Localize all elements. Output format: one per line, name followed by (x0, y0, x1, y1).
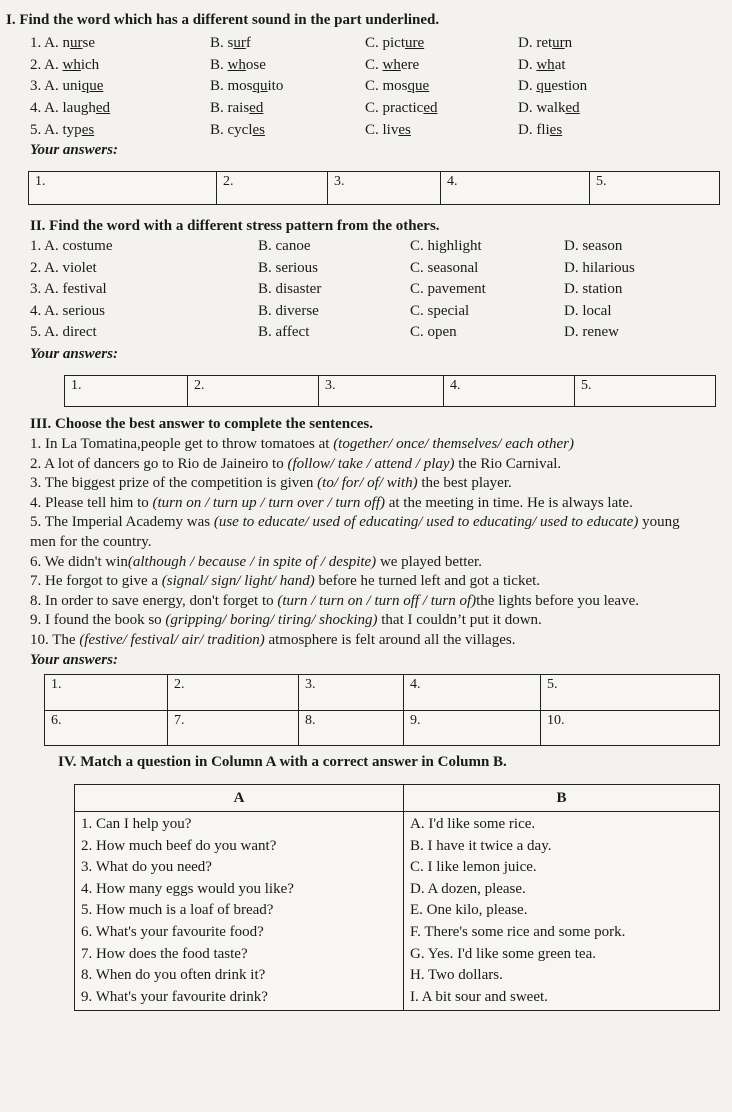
sentence: 6. We didn't win(although / because / in spite of / despite) we played better. (30, 553, 482, 570)
part4-title: IV. Match a question in Column A with a correct answer in Column B. (58, 754, 507, 770)
underlined-part: ur (233, 35, 246, 51)
underlined-part: que (81, 78, 104, 95)
answer-item: F. There's some rice and some pork. (410, 923, 626, 940)
answer-choices: (follow/ take / attend / play) (287, 455, 455, 472)
answer-cell[interactable]: 1. (45, 675, 168, 711)
answer-item: B. I have it twice a day. (410, 837, 552, 854)
part2-title: II. Find the word with a different stress pattern from the others. (30, 218, 440, 234)
answer-cell[interactable]: 7. (168, 710, 299, 746)
answer-item: G. Yes. I'd like some green tea. (410, 945, 596, 962)
option: D. flies (518, 121, 563, 138)
question-item: 1. Can I help you? (81, 816, 192, 832)
option: C. open (410, 324, 457, 340)
option: 3. A. festival (30, 281, 107, 297)
sentence: 9. I found the book so (gripping/ boring/ tiring/ shocking) that I couldn’t put it down. (30, 612, 542, 629)
answer-choices: (festive/ festival/ air/ tradition) (79, 632, 265, 648)
answer-cell[interactable]: 5. (590, 172, 720, 205)
underlined-part: ed (249, 100, 264, 117)
answer-cell[interactable]: 5. (575, 376, 716, 407)
part2-answer-table (64, 375, 716, 407)
option: D. renew (564, 324, 619, 340)
option: C. mosque (365, 78, 430, 95)
answer-choices: (together/ once/ themselves/ each other) (333, 436, 574, 452)
option: D. what (518, 56, 566, 73)
answer-cell[interactable]: 9. (404, 710, 541, 746)
option: C. pavement (410, 281, 486, 297)
answer-cell[interactable]: 3. (319, 376, 444, 407)
column-b-list (404, 812, 720, 1011)
option: D. walked (518, 100, 580, 117)
sentence: 8. In order to save energy, don't forget to (turn / turn on / turn off / turn of)the lights before you leave. (30, 592, 640, 609)
option: 4. A. laughed (30, 100, 111, 117)
part1-answer-table (28, 171, 720, 205)
answer-cell[interactable]: 1. (29, 172, 217, 205)
option: B. whose (210, 56, 266, 73)
answer-cell[interactable]: 3. (299, 675, 404, 711)
option: 2. A. violet (30, 259, 97, 276)
column-a-header: A (75, 785, 404, 812)
option: 4. A. serious (30, 302, 105, 319)
question-item: 6. What's your favourite food? (81, 923, 264, 940)
part1-title: I. Find the word which has a different sound in the part underlined. (6, 12, 440, 28)
underlined-part: wh (536, 56, 555, 73)
option: B. affect (258, 324, 310, 340)
part1-answers-label: Your answers: (30, 142, 118, 158)
underlined-part: qu (252, 78, 268, 95)
answer-choices: (to/ for/ of/ with) (317, 475, 418, 492)
answer-cell[interactable]: 1. (65, 376, 188, 407)
answer-choices: (gripping/ boring/ tiring/ shocking) (165, 612, 378, 629)
answer-cell[interactable]: 8. (299, 710, 404, 746)
question-item: 2. How much beef do you want? (81, 837, 277, 854)
answer-item: A. I'd like some rice. (410, 816, 536, 832)
sentence: men for the country. (30, 534, 152, 550)
underlined-part: es (398, 121, 411, 138)
answer-choices: (use to educate/ used of educating/ used to educating/ used to educate) (213, 514, 639, 531)
option: D. return (518, 35, 573, 51)
underlined-part: qu (536, 78, 552, 95)
option: B. surf (210, 35, 251, 51)
underlined-part: ure (405, 35, 425, 51)
option: B. serious (258, 259, 318, 276)
underlined-part: ed (423, 100, 438, 117)
answer-item: I. A bit sour and sweet. (410, 988, 548, 1005)
answer-cell[interactable]: 4. (441, 172, 590, 205)
underlined-part: wh (227, 56, 246, 73)
option: D. local (564, 302, 612, 319)
option: D. season (564, 238, 623, 254)
answer-cell[interactable]: 2. (217, 172, 328, 205)
answer-cell[interactable]: 10. (541, 710, 720, 746)
option: D. station (564, 281, 623, 297)
answer-cell[interactable]: 6. (45, 710, 168, 746)
answer-cell[interactable]: 4. (444, 376, 575, 407)
sentence: 3. The biggest prize of the competition is given (to/ for/ of/ with) the best player. (30, 475, 512, 492)
part3-title: III. Choose the best answer to complete the sentences. (30, 416, 374, 432)
answer-item: E. One kilo, please. (410, 902, 528, 919)
answer-cell[interactable]: 3. (328, 172, 441, 205)
option: C. practiced (365, 100, 438, 117)
option: D. hilarious (564, 259, 635, 276)
answer-cell[interactable]: 2. (168, 675, 299, 711)
answer-choices: (turn on / turn up / turn over / turn off) (152, 494, 385, 511)
underlined-part: que (407, 78, 430, 95)
option: B. cycles (210, 121, 265, 138)
question-item: 9. What's your favourite drink? (81, 988, 268, 1005)
option: C. highlight (410, 238, 482, 254)
option: B. diverse (258, 302, 319, 319)
underlined-part: ur (552, 35, 565, 51)
question-item: 3. What do you need? (81, 859, 212, 876)
match-table (74, 784, 720, 1011)
answer-item: D. A dozen, please. (410, 880, 526, 897)
question-item: 5. How much is a loaf of bread? (81, 902, 274, 919)
column-b-header: B (404, 785, 720, 812)
answer-item: C. I like lemon juice. (410, 859, 537, 876)
answer-item: H. Two dollars. (410, 967, 503, 984)
underlined-part: wh (382, 56, 401, 73)
option: C. special (410, 302, 470, 319)
answer-cell[interactable]: 4. (404, 675, 541, 711)
option: 1. A. costume (30, 238, 113, 254)
underlined-part: es (252, 121, 265, 138)
option: 2. A. which (30, 56, 100, 73)
sentence: 4. Please tell him to (turn on / turn up / turn over / turn off) at the meeting in time. He is always late. (30, 494, 633, 511)
underlined-part: es (81, 121, 95, 138)
part3-answer-table (44, 674, 720, 746)
question-item: 8. When do you often drink it? (81, 967, 266, 984)
column-a-list (75, 812, 404, 1011)
underlined-part: wh (62, 56, 81, 73)
option: B. disaster (258, 281, 322, 297)
sentence: 2. A lot of dancers go to Rio de Jaineiro to (follow/ take / attend / play) the Rio Carnival. (30, 455, 562, 472)
option: 5. A. direct (30, 324, 97, 340)
question-item: 4. How many eggs would you like? (81, 880, 294, 897)
option: C. where (365, 56, 420, 73)
underlined-part: ur (70, 35, 83, 51)
option: 5. A. types (30, 121, 95, 138)
question-item: 7. How does the food taste? (81, 945, 248, 962)
underlined-part: es (549, 121, 563, 138)
option: D. question (518, 78, 588, 95)
option: C. lives (365, 121, 411, 138)
answer-choices: (turn / turn on / turn off / turn of) (277, 592, 477, 609)
option: B. raised (210, 100, 264, 117)
option: C. seasonal (410, 259, 479, 276)
option: B. mosquito (210, 78, 284, 95)
sentence: 1. In La Tomatina,people get to throw tomatoes at (together/ once/ themselves/ each other) (30, 436, 574, 452)
part2-answers-label: Your answers: (30, 346, 118, 362)
option: 1. A. nurse (30, 35, 96, 51)
part3-answers-label: Your answers: (30, 652, 118, 668)
option: C. picture (365, 35, 425, 51)
option: B. canoe (258, 238, 311, 254)
sentence: 7. He forgot to give a (signal/ sign/ light/ hand) before he turned left and got a ticket. (30, 573, 541, 590)
sentence: 10. The (festive/ festival/ air/ tradition) atmosphere is felt around all the villages. (30, 632, 516, 648)
sentence: 5. The Imperial Academy was (use to educate/ used of educating/ used to educating/ used to educate) young (30, 514, 680, 531)
underlined-part: ed (565, 100, 580, 117)
option: 3. A. unique (30, 78, 104, 95)
answer-cell[interactable]: 5. (541, 675, 720, 711)
underlined-part: ed (95, 100, 111, 117)
answer-choices: (signal/ sign/ light/ hand) (161, 573, 315, 590)
answer-choices: (although / because / in spite of / despite) (127, 553, 377, 570)
answer-cell[interactable]: 2. (188, 376, 319, 407)
